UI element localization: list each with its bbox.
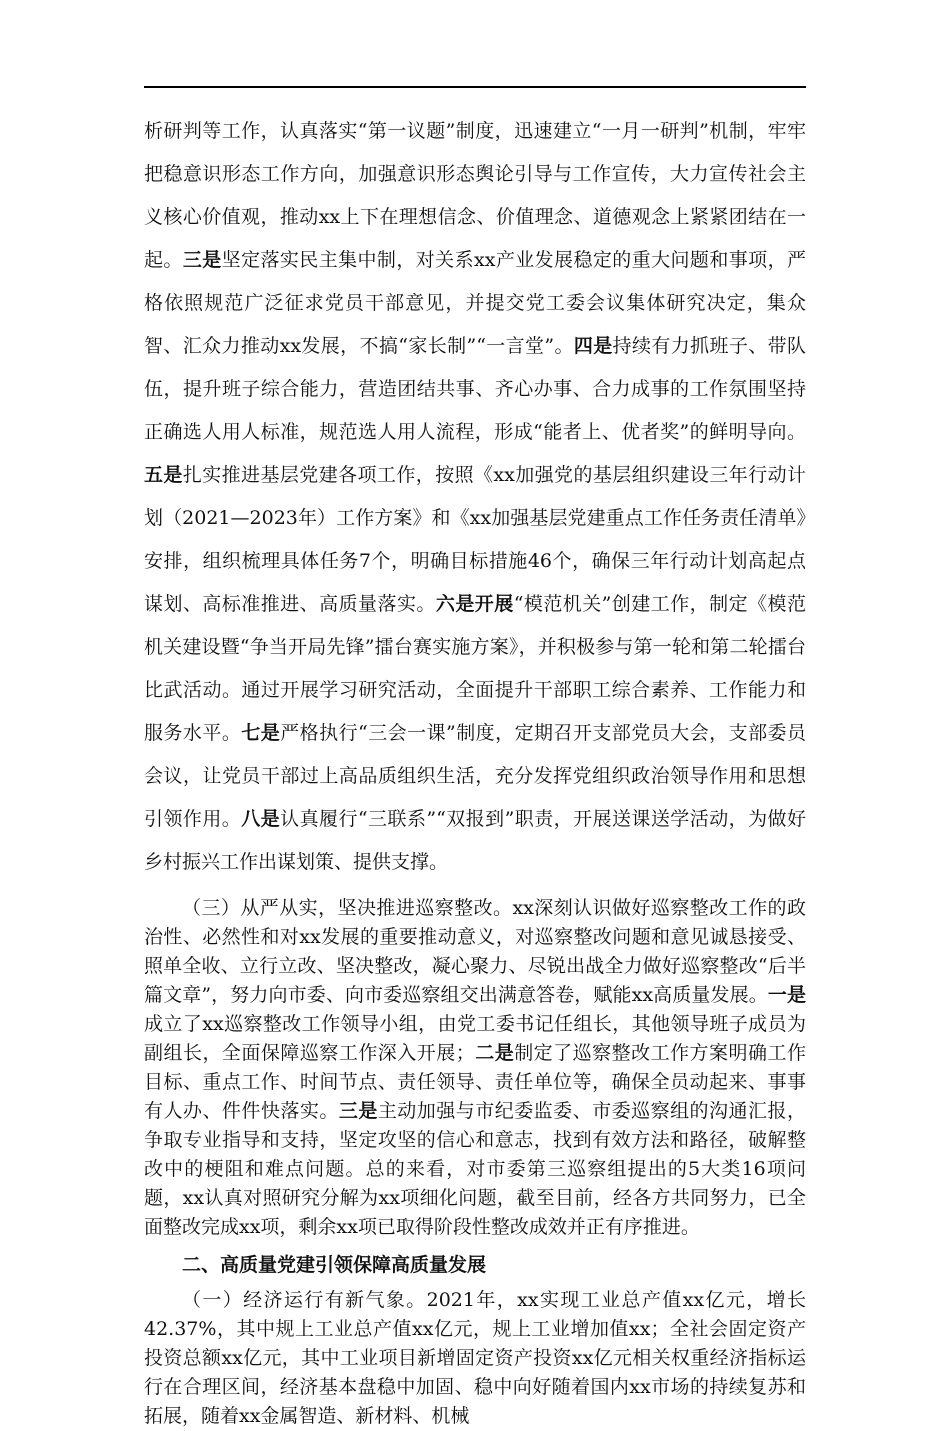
paragraph-text: 析研判等工作，认真落实“第一议题”制度，迅速建立“一月一研判”机制，牢牢把稳意识形态工作方向，加强意识形态舆论引导与工作宣传，大力宣传社会主义核心价值观，推动xx上下在理想信念、价值理念、道德观念上紧紧团结在一起。 [144,120,806,271]
paragraph-text: “模范机关”创建工作，制定《模范机关建设暨“争当开局先锋”擂台赛实施方案》，并积极参与第一轮和第二轮擂台比武活动。通过开展学习研究活动，全面提升干部职工综合素养、工作能力和服务水平。 [144,593,806,744]
paragraph-text: （三）从严从实，坚决推进巡察整改。xx深刻认识做好巡察整改工作的政治性、必然性和对xx发展的重要推动意义，对巡察整改问题和意见诚恳接受、照单全收、立行立改、坚决整改，凝心聚力、尽锐出战全力做好巡察整改“后半篇文章”，努力向市委、向市委巡察组交出满意答卷，赋能xx高质量发展。 [144,897,806,1006]
paragraph-text: 认真履行“三联系”“双报到”职责，开展送课送学活动，为做好乡村振兴工作出谋划策、提供支撑。 [144,808,806,873]
paragraph-party-building [144,110,806,884]
header-rule [144,86,806,88]
paragraph-text: 主动加强与市纪委监委、市委巡察组的沟通汇报，争取专业指导和支持，坚定攻坚的信心和意志，找到有效方法和路径，破解整改中的梗阻和难点问题。总的来看，对市委第三巡察组提出的5大类16项问题，xx认真对照研究分解为xx项细化问题，截至目前，经各方共同努力，已全面整改完成xx项，剩余xx项已取得阶段性整改成效并正有序推进。 [144,1100,806,1238]
section-heading: 二、高质量党建引领保障高质量发展 [182,1254,487,1276]
lead-phrase: 四是 [573,335,613,357]
document-body [144,110,806,1431]
paragraph-inspection-rectification [144,894,806,1242]
lead-phrase: 二是 [474,1042,515,1064]
lead-phrase: 八是 [241,808,281,830]
lead-phrase: 一是 [767,984,806,1006]
paragraph-economic-operation: （一）经济运行有新气象。2021年，xx实现工业总产值xx亿元，增长42.37%，其中规上工业总产值xx亿元，规上工业增加值xx；全社会固定资产投资总额xx亿元，其中工业项目新增固定资产投资xx亿元相关权重经济指标运行在合理区间，经济基本盘稳中加固、稳中向好随着国内xx市场的持续复苏和拓展，随着xx金属智造、新材料、机械 [144,1289,806,1427]
paragraph-text: 扎实推进基层党建各项工作，按照《xx加强党的基层组织建设三年行动计划（2021—2023年）工作方案》和《xx加强基层党建重点工作任务责任清单》安排，组织梳理具体任务7个，明确目标措施46个，确保三年行动计划高起点谋划、高标准推进、高质量落实。 [144,464,806,615]
paragraph-text: 成立了xx巡察整改工作领导小组，由党工委书记任组长，其他领导班子成员为副组长，全面保障巡察工作深入开展； [144,1013,806,1064]
paragraph-text: 严格执行“三会一课”制度，定期召开支部党员大会，支部委员会议，让党员干部过上高品质组织生活，充分发挥党组织政治领导作用和思想引领作用。 [144,722,806,830]
paragraph-text: 制定了巡察整改工作方案明确工作目标、重点工作、时间节点、责任领导、责任单位等，确保全员动起来、事事有人办、件件快落实。 [144,1042,806,1122]
lead-phrase: 三是 [338,1100,378,1122]
paragraph-text: 持续有力抓班子、带队伍，提升班子综合能力，营造团结共事、齐心办事、合力成事的工作氛围坚持正确选人用人标准，规范选人用人流程，形成“能者上、优者奖”的鲜明导向。 [144,335,806,443]
lead-phrase: 五是 [144,464,183,486]
lead-phrase: 三是 [182,249,222,271]
paragraph-text: 坚定落实民主集中制，对关系xx产业发展稳定的重大问题和事项，严格依照规范广泛征求党员干部意见，并提交党工委会议集体研究决定，集众智、汇众力推动xx发展，不搞“家长制”“一言堂”。 [144,249,806,357]
lead-phrase: 七是 [241,722,281,744]
lead-phrase: 六是开展 [435,593,514,615]
